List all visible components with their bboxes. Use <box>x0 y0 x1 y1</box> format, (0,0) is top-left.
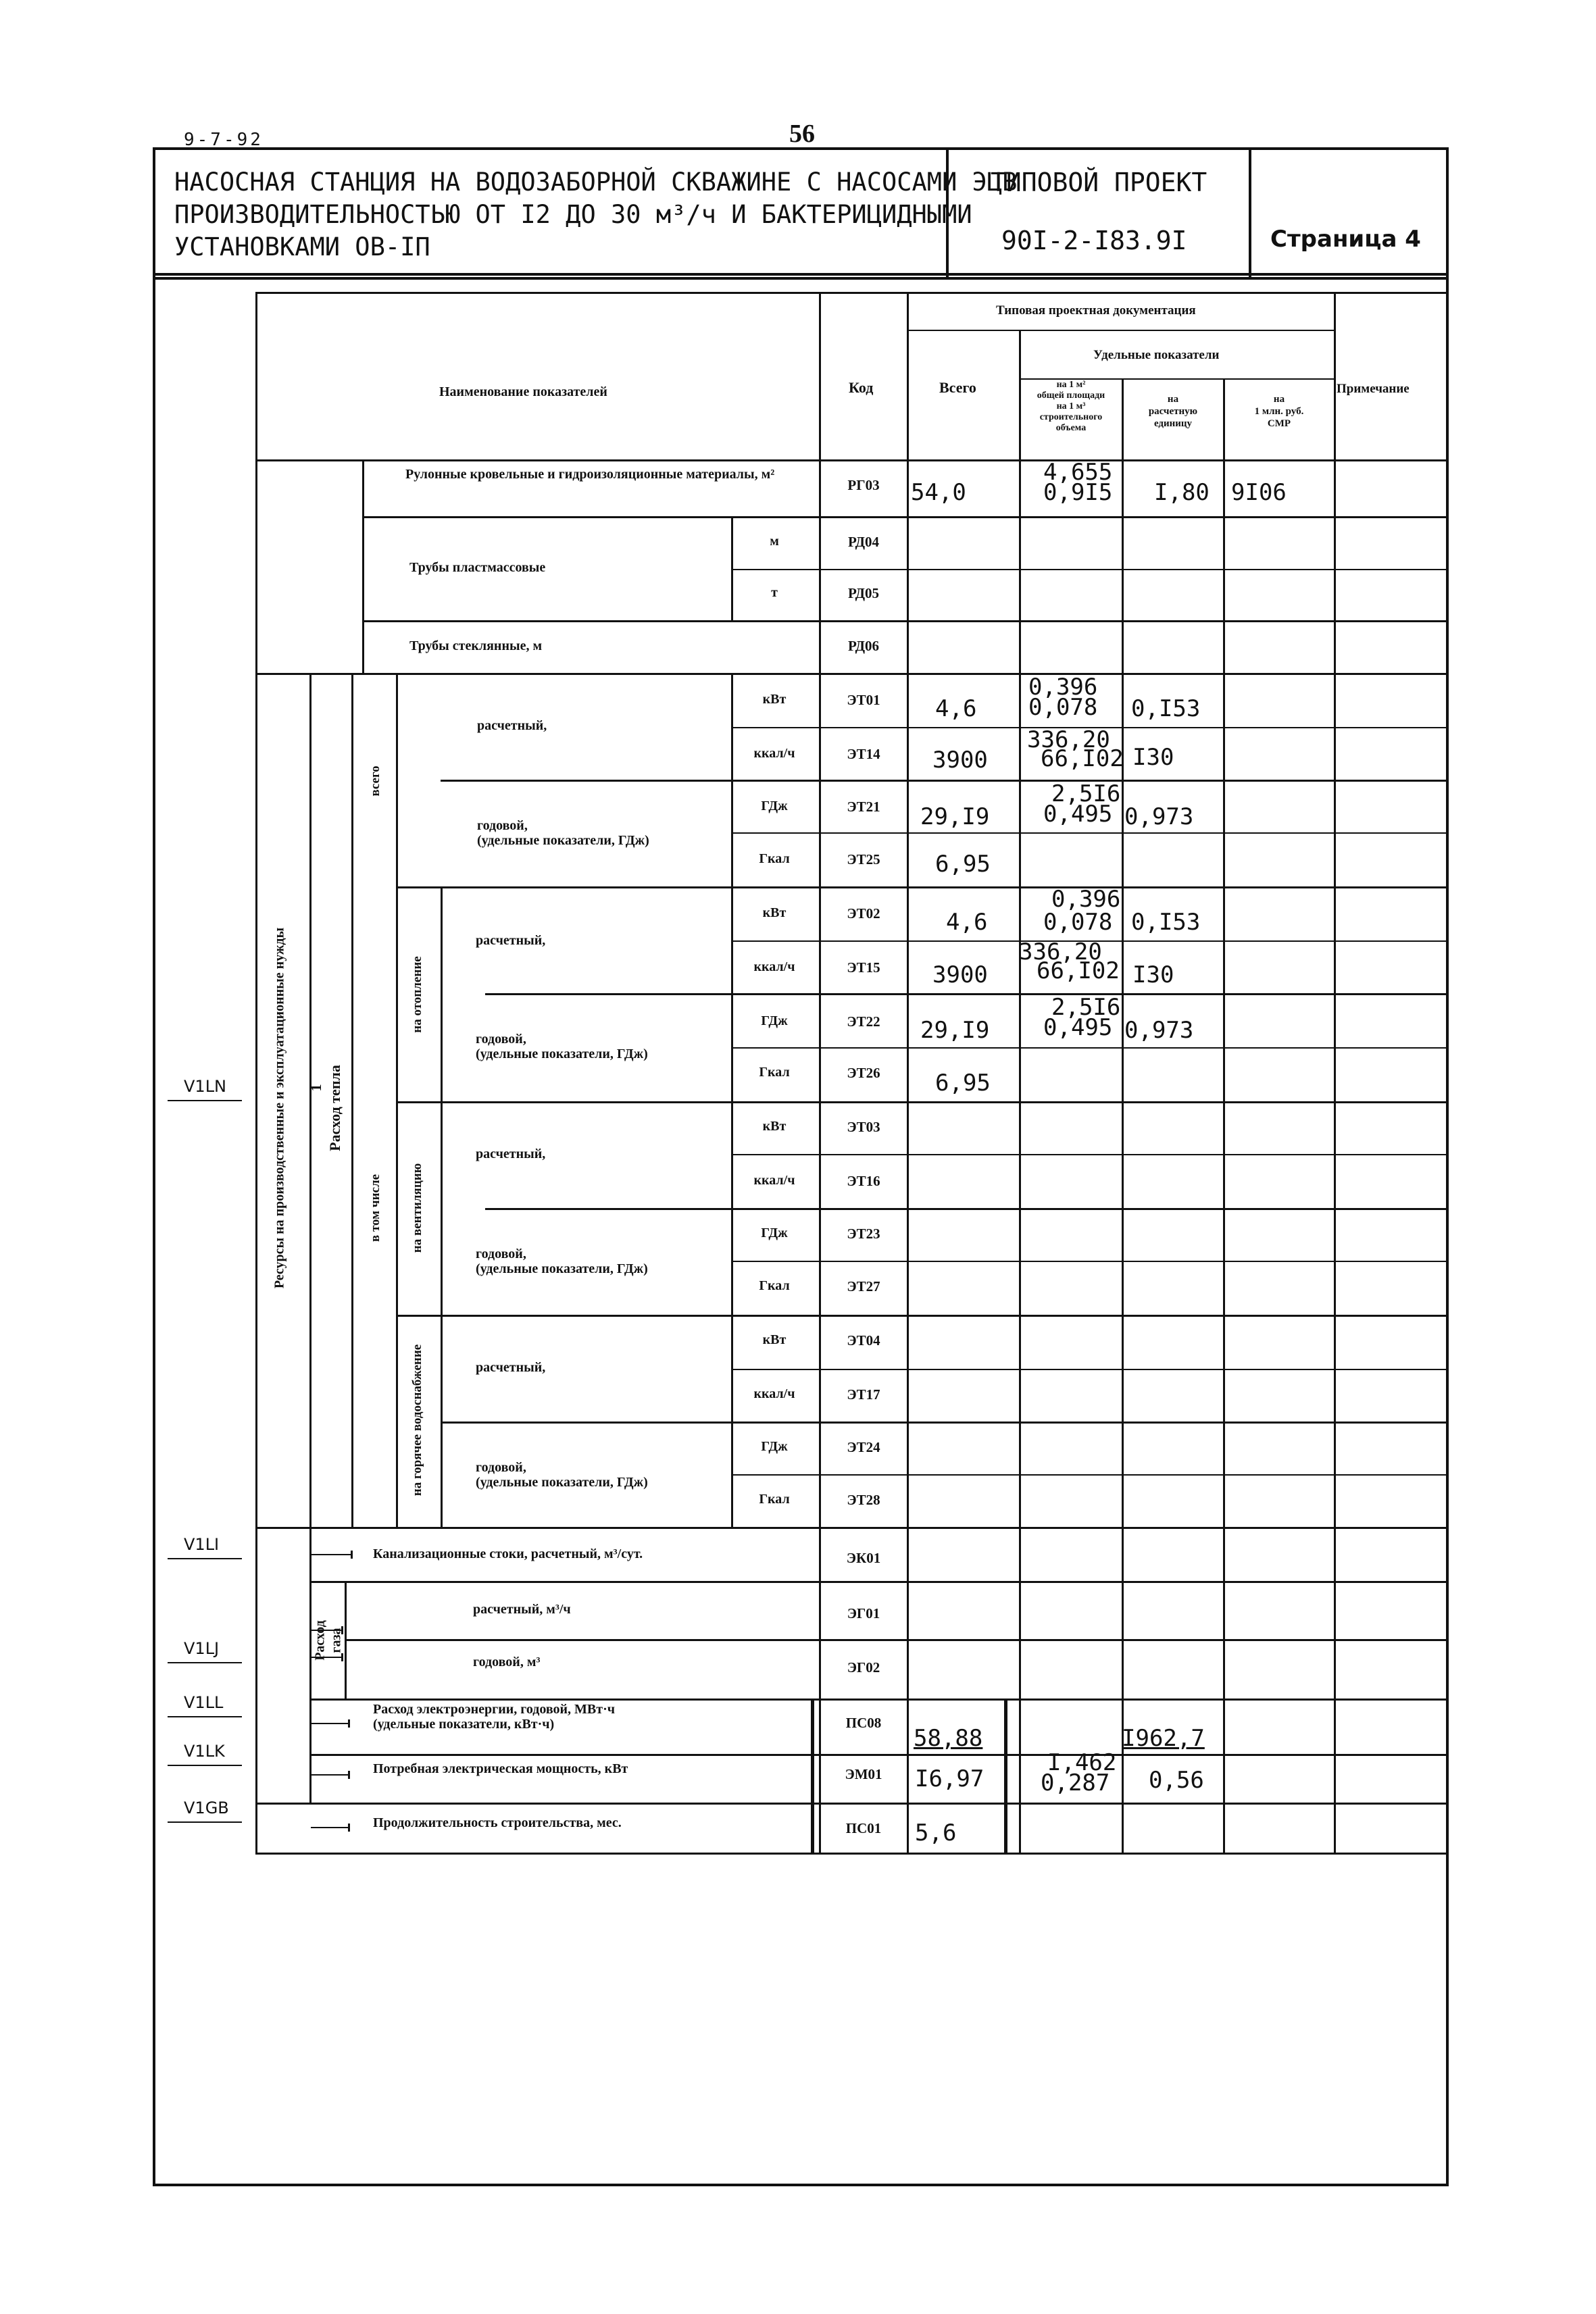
col-head-typical-docs: Типовая проектная документация <box>996 303 1196 318</box>
title-line-1: НАСОСНАЯ СТАНЦИЯ НА ВОДОЗАБОРНОЙ СКВАЖИНЕ С НАСОСАМИ ЭЦВ <box>174 168 1018 197</box>
heat-total-u3: ГДж <box>761 799 788 813</box>
label-ventilation: на вентиляцию <box>410 1163 424 1253</box>
pipes-glass-name: Трубы стеклянные, м <box>409 638 543 653</box>
side-mark-5: V1LK <box>184 1742 225 1761</box>
label-gas-2: газа <box>328 1628 344 1653</box>
heat-heating-t4: 6,95 <box>935 1070 991 1097</box>
heat-vent-u2: ккал/ч <box>753 1173 795 1188</box>
title-line-2: ПРОИЗВОДИТЕЛЬНОСТЬЮ ОТ I2 ДО 30 м³/ч И БАКТЕРИЦИДНЫМИ <box>174 200 972 229</box>
project-number: 90I-2-I83.9I <box>1001 226 1187 255</box>
heat-total-c1: ЭТ01 <box>847 692 880 708</box>
duration-code: ПС01 <box>845 1820 882 1836</box>
heat-heating-b3: 0,495 <box>1043 1014 1113 1041</box>
power-per-volume: 0,287 <box>1041 1769 1110 1796</box>
heat-vent-annual-2: (удельные показатели, ГДж) <box>476 1261 648 1276</box>
label-heat-usage-num: 1 <box>307 1084 324 1092</box>
heat-vent-c4: ЭТ27 <box>847 1278 880 1294</box>
heat-total-r1: 0,I53 <box>1131 695 1201 722</box>
heat-heating-u4: Гкал <box>759 1065 790 1080</box>
doc-code: 9-7-92 <box>184 130 264 150</box>
page-label: Страница 4 <box>1270 226 1421 253</box>
duration-total: 5,6 <box>915 1819 957 1846</box>
label-heating: на отопление <box>410 956 424 1033</box>
heat-heating-annual-2: (удельные показатели, ГДж) <box>476 1047 648 1061</box>
heat-total-calc: расчетный, <box>477 718 547 733</box>
heat-heating-b2: 66,I02 <box>1037 957 1120 984</box>
roll-code: РГ03 <box>847 477 880 493</box>
heat-vent-c3: ЭТ23 <box>847 1226 880 1242</box>
electricity-name-1: Расход электроэнергии, годовой, МВт·ч <box>373 1702 616 1717</box>
sewage-arrow <box>311 1554 351 1555</box>
col-head-total: Всего <box>939 379 976 396</box>
label-heat-usage: Расход тепла <box>326 1065 343 1151</box>
heat-total-t3: 29,I9 <box>920 803 990 830</box>
label-hot-water: на горячее водоснабжение <box>410 1344 424 1496</box>
label-total: всего <box>368 765 382 797</box>
heat-total-u2: ккал/ч <box>753 746 795 761</box>
heat-heating-r2: I30 <box>1132 961 1174 988</box>
col-head-code: Код <box>849 379 874 396</box>
heat-total-b1: 0,078 <box>1028 694 1098 721</box>
heat-total-a1: 0,396 <box>1028 674 1098 701</box>
pipes-plastic-name: Трубы пластмассовые <box>409 560 546 575</box>
heat-total-a2: 336,20 <box>1027 726 1110 753</box>
heat-heating-u1: кВт <box>762 905 787 920</box>
heat-total-b2: 66,I02 <box>1041 745 1124 772</box>
heat-heating-t2: 3900 <box>932 961 988 988</box>
duration-arrow <box>311 1827 349 1828</box>
pipes-glass-code: РД06 <box>847 638 880 654</box>
power-arrow <box>311 1774 349 1776</box>
label-gas-1: Расход <box>312 1620 328 1661</box>
heat-heating-c2: ЭТ15 <box>847 959 880 976</box>
electricity-total: 58,88 <box>914 1725 983 1752</box>
col-head-per-unit: на расчетную единицу <box>1148 394 1198 429</box>
side-mark-3: V1LJ <box>184 1639 220 1658</box>
pipes-plastic-unit-2: т <box>771 585 778 600</box>
side-mark-1: V1LN <box>184 1077 227 1096</box>
heat-vent-u1: кВт <box>762 1119 787 1134</box>
heat-hw-u2: ккал/ч <box>753 1386 795 1401</box>
pipes-plastic-unit-1: м <box>770 534 779 549</box>
project-label: ТИПОВОЙ ПРОЕКТ <box>991 168 1207 197</box>
electricity-code: ПС08 <box>845 1715 882 1731</box>
heat-hw-u3: ГДж <box>761 1439 788 1454</box>
frame-bottom <box>153 2184 1449 2186</box>
heat-vent-u4: Гкал <box>759 1278 790 1293</box>
heat-total-u4: Гкал <box>759 851 790 866</box>
side-mark-6: V1GB <box>184 1799 229 1817</box>
power-name: Потребная электрическая мощность, кВт <box>373 1761 628 1776</box>
pipes-plastic-code-2: РД05 <box>847 585 880 601</box>
heat-heating-a2: 336,20 <box>1019 938 1102 965</box>
gas-annual-name: годовой, м³ <box>473 1655 541 1669</box>
heat-total-a3: 2,5I6 <box>1051 780 1121 807</box>
heat-heating-annual-1: годовой, <box>476 1032 526 1047</box>
label-incl: в том числе <box>368 1174 382 1242</box>
roll-per-volume: 0,9I5 <box>1043 479 1113 506</box>
heat-vent-c2: ЭТ16 <box>847 1173 880 1189</box>
heat-vent-c1: ЭТ03 <box>847 1119 880 1135</box>
electricity-name-2: (удельные показатели, кВт·ч) <box>373 1717 555 1732</box>
heat-total-t2: 3900 <box>932 747 988 774</box>
doc-title <box>174 166 1017 263</box>
power-per-unit: 0,56 <box>1149 1767 1204 1794</box>
heat-heating-r3: 0,973 <box>1124 1017 1194 1044</box>
side-mark-2: V1LI <box>184 1535 220 1554</box>
heat-total-c3: ЭТ21 <box>847 799 880 815</box>
heat-hw-calc: расчетный, <box>476 1360 546 1375</box>
heat-total-r2: I30 <box>1132 744 1174 771</box>
col-head-specific: Удельные показатели <box>1093 348 1220 362</box>
gas-calc-code: ЭГ01 <box>847 1605 880 1621</box>
heat-hw-u1: кВт <box>762 1332 787 1347</box>
roll-per-unit: I,80 <box>1154 479 1210 506</box>
heat-total-b3: 0,495 <box>1043 801 1113 828</box>
side-mark-4: V1LL <box>184 1693 224 1712</box>
roll-name: Рулонные кровельные и гидроизоляционные материалы, м² <box>405 467 775 482</box>
heat-hw-c1: ЭТ04 <box>847 1332 880 1349</box>
heat-total-c4: ЭТ25 <box>847 851 880 867</box>
heat-heating-c3: ЭТ22 <box>847 1013 880 1030</box>
heat-vent-calc: расчетный, <box>476 1147 546 1161</box>
heat-hw-c4: ЭТ28 <box>847 1492 880 1508</box>
electricity-arrow <box>311 1723 349 1724</box>
electricity-per-unit: I962,7 <box>1122 1725 1205 1752</box>
heat-vent-u3: ГДж <box>761 1226 788 1240</box>
col-head-note: Примечание <box>1337 382 1410 396</box>
roll-total: 54,0 <box>911 479 966 506</box>
power-total: I6,97 <box>915 1765 984 1792</box>
title-line-3: УСТАНОВКАМИ ОВ-IП <box>174 232 430 261</box>
heat-total-annual-2: (удельные показатели, ГДж) <box>477 833 649 848</box>
heat-heating-a3: 2,5I6 <box>1051 994 1121 1021</box>
sewage-name: Канализационные стоки, расчетный, м³/сут. <box>373 1546 643 1561</box>
gas-calc-name: расчетный, м³/ч <box>473 1602 571 1617</box>
power-per-area: I,462 <box>1047 1749 1117 1776</box>
heat-total-c2: ЭТ14 <box>847 746 880 762</box>
heat-heating-t1: 4,6 <box>946 909 988 936</box>
heat-total-t1: 4,6 <box>935 695 977 722</box>
pipes-plastic-code-1: РД04 <box>847 534 880 550</box>
frame-left <box>153 280 155 2186</box>
col-head-per-mln: на 1 млн. руб. СМР <box>1254 394 1304 429</box>
heat-vent-annual-1: годовой, <box>476 1247 526 1261</box>
frame-right <box>1446 280 1449 2186</box>
heat-heating-r1: 0,I53 <box>1131 909 1201 936</box>
heat-heating-u3: ГДж <box>761 1013 788 1028</box>
roll-per-mln: 9I06 <box>1231 479 1287 506</box>
col-head-per-area: на 1 м² общей площади на 1 м³ строительного объема <box>1037 380 1105 433</box>
heat-hw-annual-2: (удельные показатели, ГДж) <box>476 1475 648 1490</box>
gas-annual-arrow <box>311 1657 342 1658</box>
col-head-name: Наименование показателей <box>439 384 607 399</box>
duration-name: Продолжительность строительства, мес. <box>373 1815 622 1830</box>
heat-hw-annual-1: годовой, <box>476 1460 526 1475</box>
roll-per-area: 4,655 <box>1043 459 1113 486</box>
heat-heating-c1: ЭТ02 <box>847 905 880 922</box>
gas-calc-arrow <box>311 1630 342 1631</box>
heat-hw-c3: ЭТ24 <box>847 1439 880 1455</box>
page-number: 56 <box>789 120 815 148</box>
heat-total-annual-1: годовой, <box>477 818 528 833</box>
heat-heating-a1: 0,396 <box>1051 886 1121 913</box>
heat-total-u1: кВт <box>762 692 787 707</box>
heat-hw-c2: ЭТ17 <box>847 1386 880 1403</box>
power-code: ЭМ01 <box>845 1766 882 1782</box>
heat-heating-c4: ЭТ26 <box>847 1065 880 1081</box>
gas-annual-code: ЭГ02 <box>847 1659 880 1676</box>
heat-total-t4: 6,95 <box>935 851 991 878</box>
label-resources: Ресурсы на производственные и эксплуатационные нужды <box>272 927 287 1289</box>
heat-heating-b1: 0,078 <box>1043 909 1113 936</box>
heat-hw-u4: Гкал <box>759 1492 790 1507</box>
heat-total-r3: 0,973 <box>1124 803 1194 830</box>
heat-heating-t3: 29,I9 <box>920 1017 990 1044</box>
heat-heating-calc: расчетный, <box>476 933 546 948</box>
sewage-code: ЭК01 <box>846 1550 881 1566</box>
heat-heating-u2: ккал/ч <box>753 959 795 974</box>
